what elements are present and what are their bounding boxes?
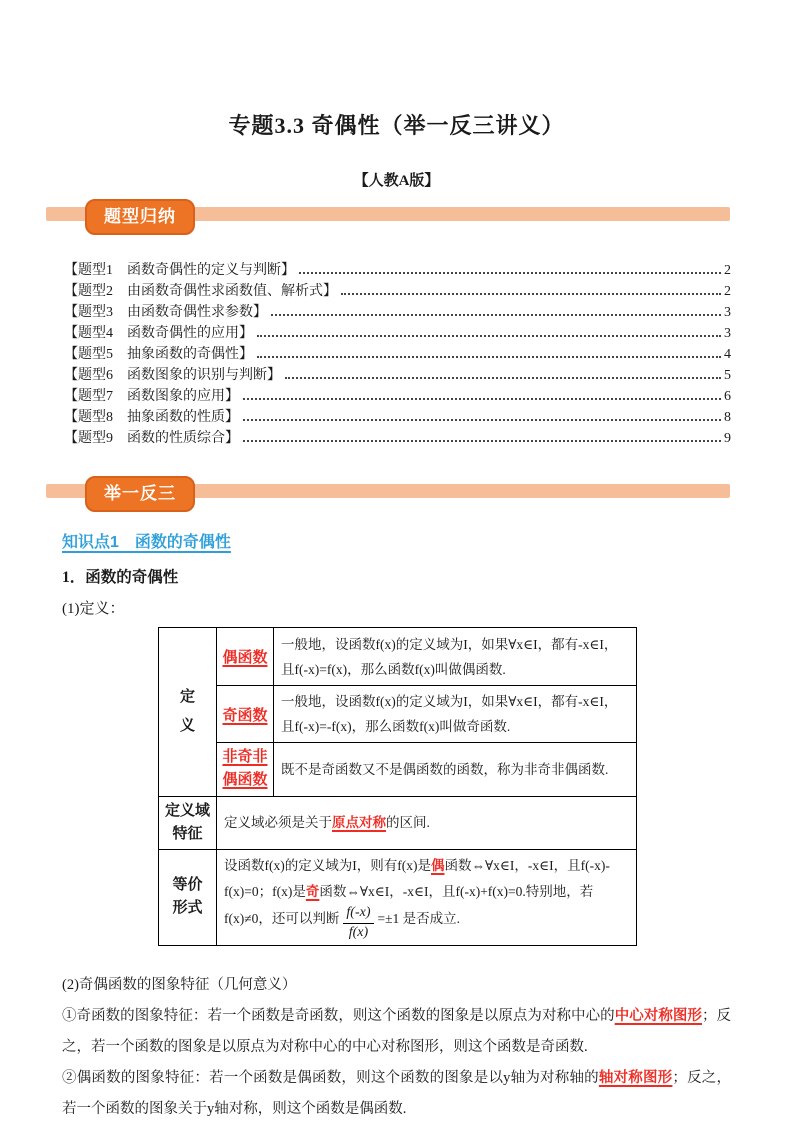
domain-row-header <box>159 796 217 850</box>
section-banner-practice <box>0 476 793 513</box>
toc-leader-dots <box>341 293 721 295</box>
odd-function-desc: 一般地，设函数f(x)的定义域为I，如果∀x∈I，都有-x∈I，且f(-x)=-f(x)，那么函数f(x)叫做奇函数. <box>274 686 637 743</box>
even-graph-pre: ②偶函数的图象特征：若一个函数是偶函数，则这个函数的图象是以y轴为对称轴的 <box>62 1069 599 1086</box>
toc-entry-label: 【题型5 抽象函数的奇偶性】 <box>64 347 253 362</box>
odd-graph-pre: ①奇函数的图象特征：若一个函数是奇函数，则这个函数的图象是以原点为对称中心的 <box>62 1007 615 1024</box>
even-term-text: 偶函数 <box>222 650 268 666</box>
page-title: 专题3.3 奇偶性（举一反三讲义） <box>228 113 565 138</box>
equivalence-p3: 函数⇔∀x∈I，-x∈I，且f(-x)+f(x)=0.特别地，若f(x)≠0，还可以判断 <box>224 884 594 926</box>
toc-page-number: 3 <box>724 305 731 320</box>
equivalence-row-header <box>159 850 217 946</box>
toc-page-number: 3 <box>724 326 731 341</box>
even-function-desc: 一般地，设函数f(x)的定义域为I，如果∀x∈I，都有-x∈I，且f(-x)=f(x)，那么函数f(x)叫做偶函数. <box>274 628 637 686</box>
table-row <box>159 686 637 743</box>
toc-leader-dots <box>285 377 721 379</box>
neither-function-desc: 既不是奇函数又不是偶函数的函数，称为非奇非偶函数. <box>274 743 637 797</box>
domain-feature-desc <box>217 796 637 850</box>
toc-entry <box>64 260 731 281</box>
equivalence-p1: 设函数f(x)的定义域为I，则有f(x)是 <box>224 858 431 873</box>
fraction-denominator: f(x) <box>348 924 369 940</box>
toc-entry <box>64 365 731 386</box>
definition-label: (1)定义： <box>62 601 125 617</box>
equivalence-desc <box>217 850 637 946</box>
even-function-term <box>217 628 274 686</box>
toc-page-number: 2 <box>724 263 731 278</box>
odd-function-term <box>217 686 274 743</box>
odd-graph-post: ；反之，若一个函数的图象是以原点为对称中心的中心对称图形，则这个函数是奇函数. <box>62 1007 732 1055</box>
even-graph-paragraph <box>62 1063 731 1122</box>
domain-desc-post: 的区间. <box>386 815 430 831</box>
table-of-contents <box>64 260 731 449</box>
table-row <box>159 628 637 686</box>
knowledge-point-heading: 知识点1 函数的奇偶性 <box>62 534 231 551</box>
toc-leader-dots <box>257 335 721 337</box>
toc-entry <box>64 281 731 302</box>
equivalence-even-highlight: 偶 <box>430 858 445 873</box>
definition-table <box>158 627 637 946</box>
definition-header-text: 定义 <box>179 689 195 734</box>
toc-leader-dots <box>243 398 721 400</box>
section-banner-topic-summary <box>0 199 793 236</box>
toc-entry <box>64 386 731 407</box>
odd-graph-paragraph <box>62 1001 731 1063</box>
toc-page-number: 5 <box>724 368 731 383</box>
table-row <box>159 796 637 850</box>
table-row <box>159 743 637 797</box>
toc-entry-label: 【题型9 函数的性质综合】 <box>64 431 239 446</box>
section-title: 1．函数的奇偶性 <box>62 569 179 586</box>
graph-features-section <box>62 970 731 1122</box>
even-graph-post: ；反之，若一个函数的图象关于y轴对称，则这个函数是偶函数. <box>62 1069 732 1117</box>
toc-entry-label: 【题型8 抽象函数的性质】 <box>64 410 239 425</box>
fraction-numerator: f(-x) <box>343 905 373 924</box>
neither-function-term <box>217 743 274 797</box>
toc-entry-label: 【题型7 函数图象的应用】 <box>64 389 239 404</box>
odd-graph-highlight: 中心对称图形 <box>614 1007 702 1024</box>
equivalence-header-text: 等价形式 <box>172 877 203 917</box>
toc-leader-dots <box>271 314 721 316</box>
graph-features-title: (2)奇偶函数的图象特征（几何意义） <box>62 976 297 993</box>
toc-leader-dots <box>243 440 721 442</box>
table-row <box>159 850 637 946</box>
toc-entry <box>64 407 731 428</box>
toc-leader-dots <box>257 356 721 358</box>
toc-entry-label: 【题型1 函数奇偶性的定义与判断】 <box>64 263 295 278</box>
toc-entry <box>64 302 731 323</box>
toc-leader-dots <box>243 419 721 421</box>
neither-term-text: 非奇非偶函数 <box>222 749 268 789</box>
definition-row-header <box>159 628 217 797</box>
toc-leader-dots <box>299 272 721 274</box>
toc-page-number: 4 <box>724 347 731 362</box>
practice-badge: 举一反三 <box>85 476 195 512</box>
toc-entry <box>64 344 731 365</box>
toc-page-number: 2 <box>724 284 731 299</box>
topic-summary-badge: 题型归纳 <box>85 199 195 235</box>
toc-page-number: 6 <box>724 389 731 404</box>
even-graph-highlight: 轴对称图形 <box>598 1069 673 1086</box>
equivalence-p2: 函数⇔∀x∈I，-x∈I，且f(-x)-f(x)=0；f(x)是 <box>224 858 610 899</box>
equivalence-tail: =±1 是否成立. <box>377 910 461 926</box>
domain-header-text: 定义域特征 <box>164 802 210 842</box>
equivalence-odd-highlight: 奇 <box>305 884 320 899</box>
toc-entry-label: 【题型6 函数图象的识别与判断】 <box>64 368 281 383</box>
domain-desc-highlight: 原点对称 <box>332 815 386 831</box>
domain-desc-pre: 定义域必须是关于 <box>224 815 332 831</box>
toc-entry-label: 【题型4 函数奇偶性的应用】 <box>64 326 253 341</box>
toc-entry <box>64 428 731 449</box>
fraction <box>343 905 373 942</box>
odd-term-text: 奇函数 <box>222 707 268 724</box>
toc-page-number: 8 <box>724 410 731 425</box>
edition-label: 【人教A版】 <box>353 173 440 189</box>
toc-entry <box>64 323 731 344</box>
toc-entry-label: 【题型3 由函数奇偶性求参数】 <box>64 305 267 320</box>
toc-entry-label: 【题型2 由函数奇偶性求函数值、解析式】 <box>64 284 337 299</box>
toc-page-number: 9 <box>724 431 731 446</box>
